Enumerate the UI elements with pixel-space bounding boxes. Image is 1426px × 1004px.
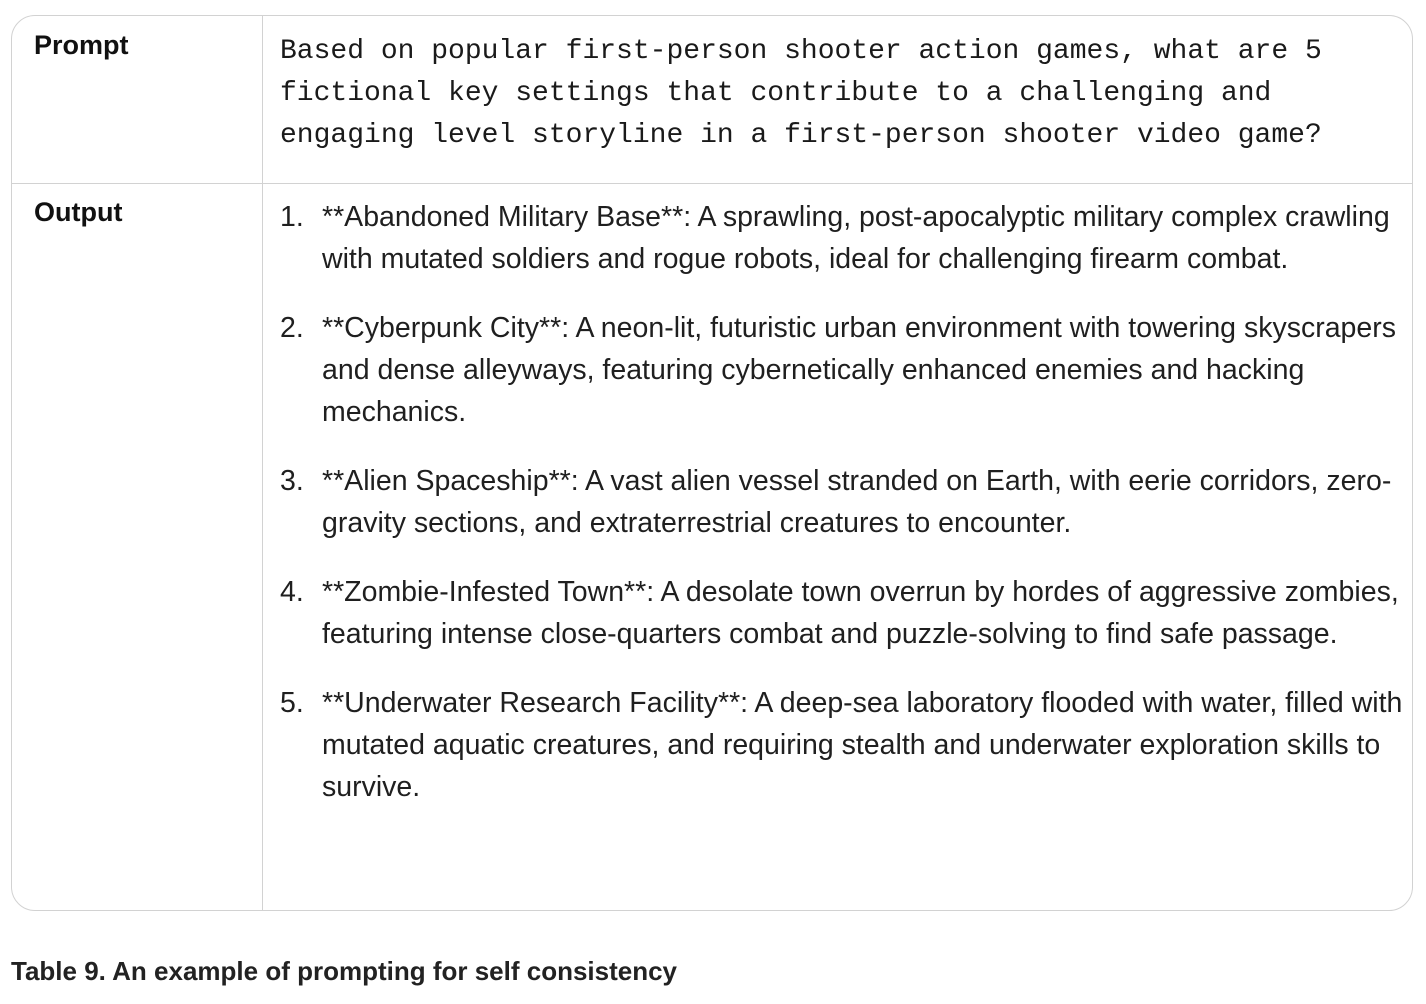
list-item-text: **Underwater Research Facility**: A deep-sea laboratory flooded with water, filled with mutated aquatic creatures, and requiring stealth and underwater exploration skills to survive. (322, 687, 1403, 803)
list-item (280, 307, 1405, 433)
prompt-text: Based on popular first-person shooter action games, what are 5 fictional key settings that contribute to a challenging and engaging level storyline in a first-person shooter video game? (280, 36, 1322, 151)
list-item-number: 5. (280, 687, 304, 719)
prompt-label: Prompt (34, 30, 129, 60)
output-list (280, 196, 1405, 808)
list-item (280, 571, 1405, 655)
list-item-text: **Alien Spaceship**: A vast alien vessel stranded on Earth, with eerie corridors, zero-gravity sections, and extraterrestrial creatures to encounter. (322, 465, 1392, 539)
list-item-text: **Zombie-Infested Town**: A desolate town overrun by hordes of aggressive zombies, featuring intense close-quarters combat and puzzle-solving to find safe passage. (322, 576, 1399, 650)
row-divider (12, 183, 1412, 184)
list-item-number: 1. (280, 201, 304, 233)
table-caption: Table 9. An example of prompting for self consistency (11, 956, 678, 986)
list-item-text: **Abandoned Military Base**: A sprawling, post-apocalyptic military complex crawling with mutated soldiers and rogue robots, ideal for challenging firearm combat. (322, 201, 1390, 275)
prompt-output-table (11, 15, 1413, 911)
list-item (280, 196, 1405, 280)
column-divider (262, 16, 263, 910)
list-item-number: 3. (280, 465, 304, 497)
list-item (280, 460, 1405, 544)
list-item-text: **Cyberpunk City**: A neon-lit, futuristic urban environment with towering skyscrapers and dense alleyways, featuring cybernetically enhanced enemies and hacking mechanics. (322, 312, 1396, 428)
list-item-number: 2. (280, 312, 304, 344)
list-item-number: 4. (280, 576, 304, 608)
list-item (280, 682, 1405, 808)
output-label: Output (34, 197, 123, 227)
